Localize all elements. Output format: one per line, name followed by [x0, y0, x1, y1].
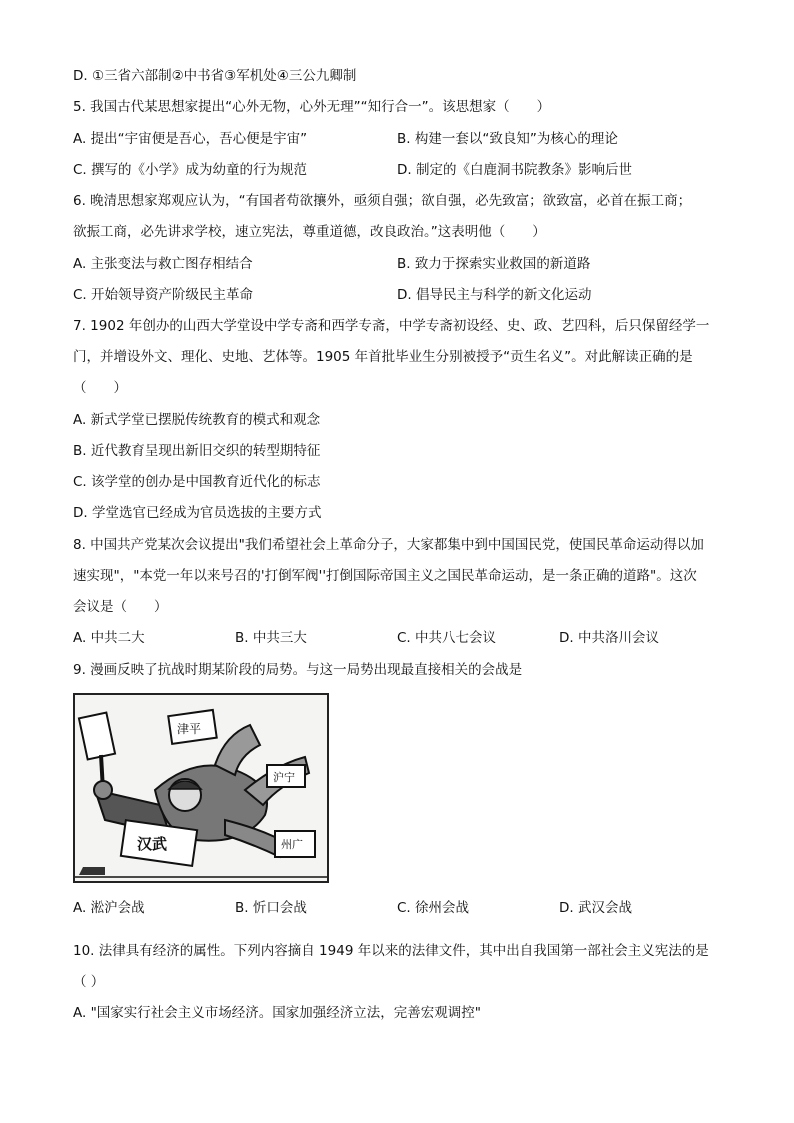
card-right-lower-text: 州广: [281, 838, 303, 851]
q6-option-a: A. 主张变法与救亡图存相结合: [73, 256, 253, 272]
q8-stem-line1: 8. 中国共产党某次会议提出"我们希望社会上革命分子，大家都集中到中国国民党，使国民革命运动得以加: [73, 537, 704, 553]
card-top-text: 津平: [177, 722, 202, 736]
q6-option-d: D. 倡导民主与科学的新文化运动: [397, 287, 592, 303]
card-right-upper-text: 沪宁: [273, 771, 295, 784]
q7-stem-line3: （ ）: [73, 380, 127, 396]
q8-stem-line2: 速实现"，"本党一年以来号召的'打倒军阀''打倒国际帝国主义之国民革命运动，是一条正确的道路"。这次: [73, 568, 697, 584]
q7-option-b: B. 近代教育呈现出新旧交织的转型期特征: [73, 443, 321, 459]
q8-option-c: C. 中共八七会议: [397, 630, 497, 646]
q9-option-b: B. 忻口会战: [235, 900, 307, 916]
q4-option-d: D. ①三省六部制②中书省③军机处④三公九卿制: [73, 68, 357, 84]
q6-option-c: C. 开始领导资产阶级民主革命: [73, 287, 254, 303]
q5-stem: 5. 我国古代某思想家提出“心外无物，心外无理”“知行合一”。该思想家（ ）: [73, 99, 551, 115]
q10-option-a: A. "国家实行社会主义市场经济。国家加强经济立法，完善宏观调控": [73, 1005, 481, 1021]
q10-stem-line2: （ ）: [73, 974, 105, 990]
q9-option-a: A. 淞沪会战: [73, 900, 145, 916]
q5-option-c: C. 撰写的《小学》成为幼童的行为规范: [73, 162, 308, 178]
card-bottom-text: 汉武: [137, 835, 168, 853]
cartoon-drawing: [75, 695, 327, 881]
q7-option-d: D. 学堂选官已经成为官员选拔的主要方式: [73, 505, 322, 521]
q7-stem-line2: 门，并增设外文、理化、史地、艺体等。1905 年首批毕业生分别被授予“贡生名义”。对此解读正确的是: [73, 349, 693, 365]
q6-stem-line2: 欲振工商，必先讲求学校，速立宪法，尊重道德，改良政治。”这表明他（ ）: [73, 224, 546, 240]
q8-option-a: A. 中共二大: [73, 630, 145, 646]
q6-option-b: B. 致力于探索实业救国的新道路: [397, 256, 591, 272]
q8-stem-line3: 会议是（ ）: [73, 599, 168, 615]
q9-stem: 9. 漫画反映了抗战时期某阶段的局势。与这一局势出现最直接相关的会战是: [73, 662, 523, 678]
q10-stem-line1: 10. 法律具有经济的属性。下列内容摘自 1949 年以来的法律文件，其中出自我国第一部社会主义宪法的是: [73, 943, 709, 959]
q7-option-a: A. 新式学堂已摆脱传统教育的模式和观念: [73, 412, 321, 428]
q5-option-d: D. 制定的《白鹿洞书院教条》影响后世: [397, 162, 632, 178]
war-cartoon-image: [73, 693, 329, 883]
q8-option-d: D. 中共洛川会议: [559, 630, 659, 646]
q6-stem-line1: 6. 晚清思想家郑观应认为，“有国者苟欲攘外，亟须自强；欲自强，必先致富；欲致富，必首在振工商；: [73, 193, 692, 209]
q5-option-a: A. 提出“宇宙便是吾心，吾心便是宇宙”: [73, 131, 308, 147]
q8-option-b: B. 中共三大: [235, 630, 307, 646]
q9-option-c: C. 徐州会战: [397, 900, 470, 916]
q5-option-b: B. 构建一套以“致良知”为核心的理论: [397, 131, 618, 147]
q7-stem-line1: 7. 1902 年创办的山西大学堂设中学专斋和西学专斋，中学专斋初设经、史、政、艺四科，后只保留经学一: [73, 318, 710, 334]
q9-option-d: D. 武汉会战: [559, 900, 632, 916]
q7-option-c: C. 该学堂的创办是中国教育近代化的标志: [73, 474, 321, 490]
